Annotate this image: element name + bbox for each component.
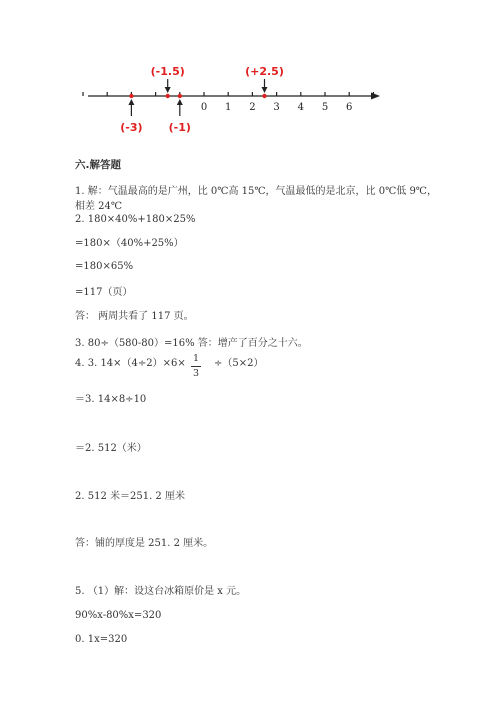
answer-4-line-1-prefix: 4. 3. 14×（4÷2）×6× xyxy=(75,358,186,369)
tick-label: 2 xyxy=(249,102,256,113)
axis-arrowhead xyxy=(371,93,380,100)
answer-1-line-1: 1. 解：气温最高的是广州，比 0℃高 15℃，气温最低的是北京，比 0℃低 9℃， xyxy=(75,186,437,197)
marker-point xyxy=(129,94,133,98)
tick-label: 4 xyxy=(297,102,304,113)
marker-label: (-3) xyxy=(120,121,143,134)
marker-label: (+2.5) xyxy=(245,65,284,78)
answer-5-line-2: 90%x-80%x=320 xyxy=(75,610,162,621)
answer-3: 3. 80÷（580-80）=16% 答：增产了百分之十六。 xyxy=(75,338,308,349)
answer-2-line-2: =180×（40%+25%） xyxy=(75,238,184,249)
answer-4-line-4: 2. 512 米＝251. 2 厘米 xyxy=(75,491,185,502)
marker-arrow-head xyxy=(128,99,134,105)
answer-1-line-2: 相差 24℃ xyxy=(75,201,123,212)
marker-arrow-head xyxy=(177,99,183,105)
answer-5-line-3: 0. 1x=320 xyxy=(75,634,128,645)
tick-label: 5 xyxy=(321,102,329,113)
marker-point xyxy=(262,94,266,98)
fraction-numerator: 1 xyxy=(192,353,200,364)
answer-4-conclusion: 答：铺的厚度是 251. 2 厘米。 xyxy=(75,538,214,549)
fraction-denominator: 3 xyxy=(192,368,200,379)
marker-point xyxy=(178,94,182,98)
answer-2-conclusion: 答： 两周共看了 117 页。 xyxy=(75,311,194,322)
answer-4-line-2: ＝3. 14×8÷10 xyxy=(75,394,147,405)
answer-2-line-4: =117（页） xyxy=(75,287,133,298)
answer-4-line-3: ＝2. 512（米） xyxy=(75,443,147,454)
answer-5-line-1: 5. （1）解：设这台冰箱原价是 x 元。 xyxy=(75,586,247,597)
tick-label: 0 xyxy=(200,102,208,113)
answer-2-line-3: =180×65% xyxy=(75,261,134,272)
answer-4-line-1-suffix: ÷（5×2） xyxy=(214,358,264,369)
tick-label: 6 xyxy=(346,102,353,113)
answer-2-line-1: 2. 180×40%+180×25% xyxy=(75,214,196,225)
marker-label: (-1) xyxy=(168,121,191,134)
marker-point xyxy=(166,94,170,98)
marker-arrow-head xyxy=(262,87,268,93)
tick-label: 1 xyxy=(225,102,232,113)
marker-label: (-1.5) xyxy=(150,65,185,78)
section-title: 六.解答题 xyxy=(75,159,121,171)
fraction-bar xyxy=(191,366,201,367)
tick-label: 3 xyxy=(273,102,280,113)
marker-arrow-head xyxy=(165,87,171,93)
